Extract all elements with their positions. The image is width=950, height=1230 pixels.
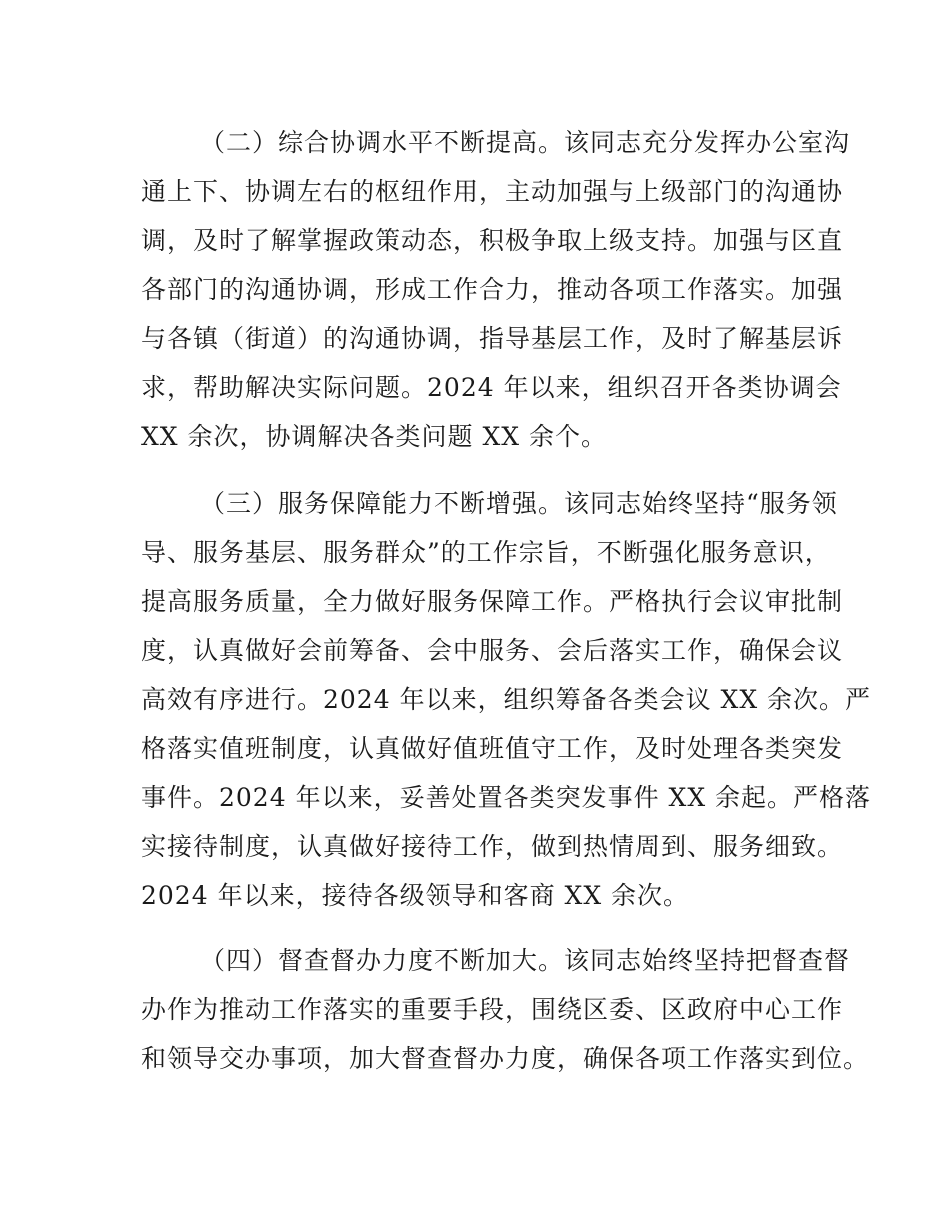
paragraph-3-line-9: 2024 年以来，接待各级领导和客商 XX 余次。 <box>141 881 690 910</box>
paragraph-3-line-7: 事件。2024 年以来，妥善处置各类突发事件 XX 余起。严格落 <box>141 783 872 812</box>
paragraph-2-line-2: 通上下、协调左右的枢纽作用，主动加强与上级部门的沟通协 <box>141 177 844 206</box>
paragraph-3-line-4: 度，认真做好会前筹备、会中服务、会后落实工作，确保会议 <box>141 636 844 665</box>
paragraph-3-line-3: 提高服务质量，全力做好服务保障工作。严格执行会议审批制 <box>141 587 844 616</box>
paragraph-2-line-4: 各部门的沟通协调，形成工作合力，推动各项工作落实。加强 <box>141 275 844 304</box>
paragraph-4-line-2: 办作为推动工作落实的重要手段，围绕区委、区政府中心工作 <box>141 995 844 1024</box>
paragraph-3-line-2: 导、服务基层、服务群众”的工作宗旨，不断强化服务意识， <box>141 538 831 567</box>
paragraph-3-line-1: （三）服务保障能力不断增强。该同志始终坚持“服务领 <box>200 489 838 518</box>
paragraph-3-line-8: 实接待制度，认真做好接待工作，做到热情周到、服务细致。 <box>141 832 844 861</box>
paragraph-2-line-6: 求，帮助解决实际问题。2024 年以来，组织召开各类协调会 <box>141 373 842 402</box>
paragraph-2-line-5: 与各镇（街道）的沟通协调，指导基层工作，及时了解基层诉 <box>141 324 844 353</box>
paragraph-3-line-6: 格落实值班制度，认真做好值班值守工作，及时处理各类突发 <box>141 734 844 763</box>
paragraph-2-line-7: XX 余次，协调解决各类问题 XX 余个。 <box>141 422 608 451</box>
paragraph-4-line-3: 和领导交办事项，加大督查督办力度，确保各项工作落实到位。 <box>141 1044 870 1073</box>
paragraph-2-line-1: （二）综合协调水平不断提高。该同志充分发挥办公室沟 <box>200 128 851 157</box>
paragraph-4-line-1: （四）督查督办力度不断加大。该同志始终坚持把督查督 <box>200 946 851 975</box>
paragraph-2-line-3: 调，及时了解掌握政策动态，积极争取上级支持。加强与区直 <box>141 226 844 255</box>
paragraph-3-line-5: 高效有序进行。2024 年以来，组织筹备各类会议 XX 余次。严 <box>141 685 872 714</box>
